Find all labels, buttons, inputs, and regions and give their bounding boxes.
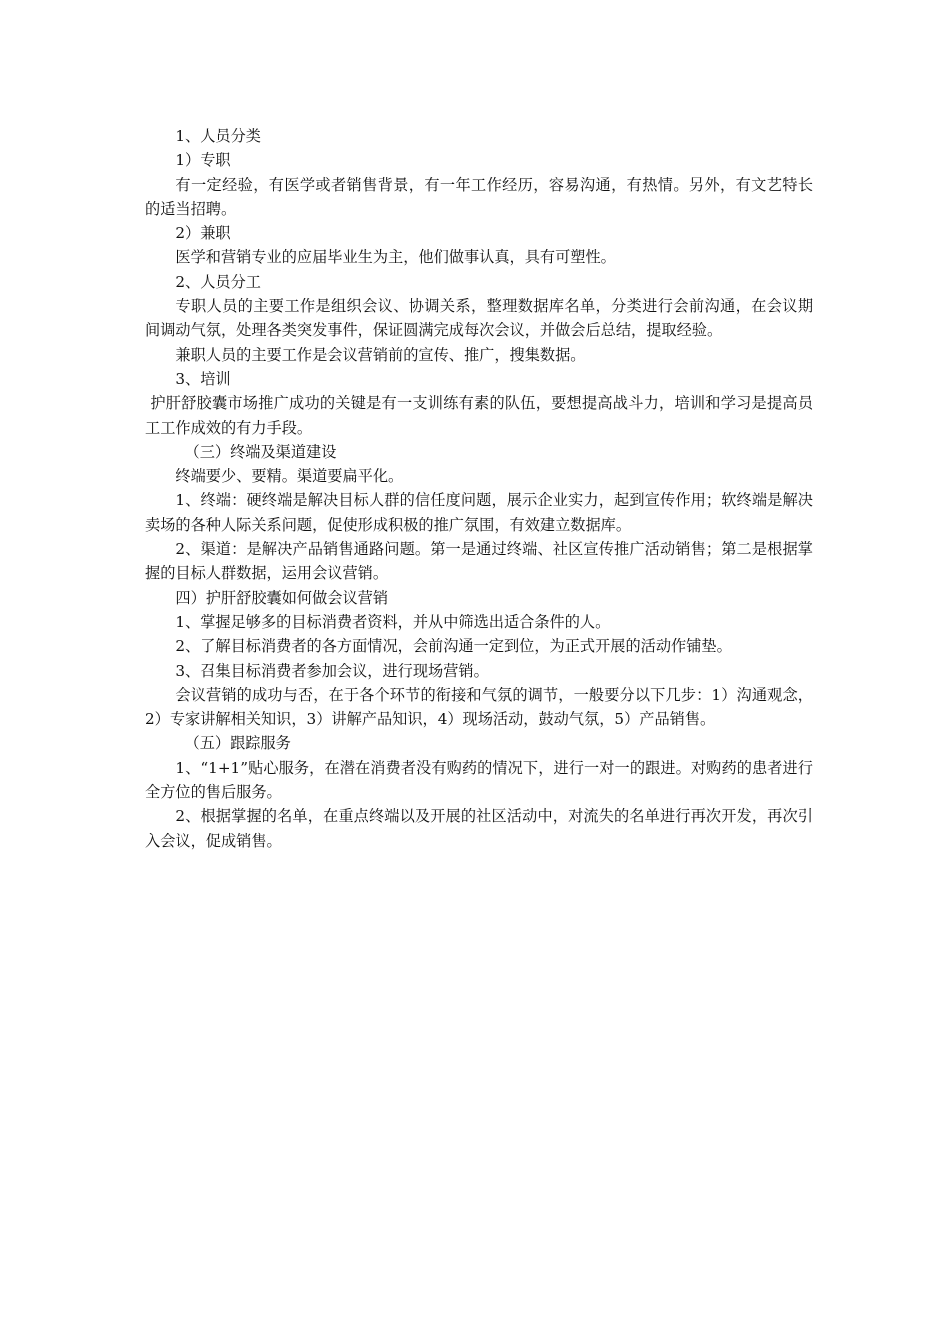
paragraph-step-3: 3、召集目标消费者参加会议，进行现场营销。 — [175, 661, 489, 680]
paragraph-conference-success: 会议营销的成功与否，在于各个环节的衔接和气氛的调节，一般要分以下几步：1）沟通观念，2）专家讲解相关知识，3）讲解产品知识，4）现场活动，鼓动气氛，5）产品销售。 — [145, 685, 813, 729]
paragraph-part-time: 医学和营销专业的应届毕业生为主，他们做事认真，具有可塑性。 — [175, 248, 616, 267]
paragraph-terminal: 1、终端：硬终端是解决目标人群的信任度问题，展示企业实力，起到宣传作用；软终端是解决卖场的各种人际关系问题，促使形成积极的推广氛围，有效建立数据库。 — [145, 491, 813, 534]
heading-terminal-channel: （三）终端及渠道建设 — [184, 442, 337, 461]
heading-follow-up-service: （五）跟踪服务 — [184, 734, 291, 753]
heading-conference-marketing: 四）护肝舒胶囊如何做会议营销 — [175, 588, 389, 607]
paragraph-follow-up-2: 2、根据掌握的名单，在重点终端以及开展的社区活动中，对流失的名单进行再次开发，再次引入会议，促成销售。 — [145, 807, 813, 850]
document-body — [145, 124, 813, 853]
heading-training: 3、培训 — [175, 369, 231, 388]
subheading-part-time: 2）兼职 — [175, 224, 231, 243]
paragraph-step-1: 1、掌握足够多的目标消费者资料，并从中筛选出适合条件的人。 — [175, 612, 611, 631]
paragraph-terminal-summary: 终端要少、要精。渠道要扁平化。 — [175, 467, 404, 486]
heading-personnel-classification: 1、人员分类 — [175, 127, 261, 145]
paragraph-full-time: 有一定经验，有医学或者销售背景，有一年工作经历，容易沟通，有热情。另外，有文艺特长的适当招聘。 — [145, 175, 813, 218]
paragraph-step-2: 2、了解目标消费者的各方面情况，会前沟通一定到位，为正式开展的活动作铺垫。 — [175, 637, 732, 656]
subheading-full-time: 1）专职 — [175, 151, 231, 170]
paragraph-channel: 2、渠道：是解决产品销售通路问题。第一是通过终端、社区宣传推广活动销售；第二是根据掌握的目标人群数据，运用会议营销。 — [145, 540, 813, 583]
paragraph-full-time-duties: 专职人员的主要工作是组织会议、协调关系，整理数据库名单，分类进行会前沟通，在会议期间调动气氛，处理各类突发事件，保证圆满完成每次会议，并做会后总结，提取经验。 — [145, 297, 813, 340]
paragraph-training: 护肝舒胶囊市场推广成功的关键是有一支训练有素的队伍，要想提高战斗力，培训和学习是提高员工工作成效的有力手段。 — [145, 394, 813, 437]
heading-division-of-labor: 2、人员分工 — [175, 272, 261, 291]
paragraph-part-time-duties: 兼职人员的主要工作是会议营销前的宣传、推广，搜集数据。 — [175, 345, 586, 364]
paragraph-follow-up-1: 1、“1+1”贴心服务，在潜在消费者没有购药的情况下，进行一对一的跟进。对购药的患者进行全方位的售后服务。 — [145, 758, 813, 802]
